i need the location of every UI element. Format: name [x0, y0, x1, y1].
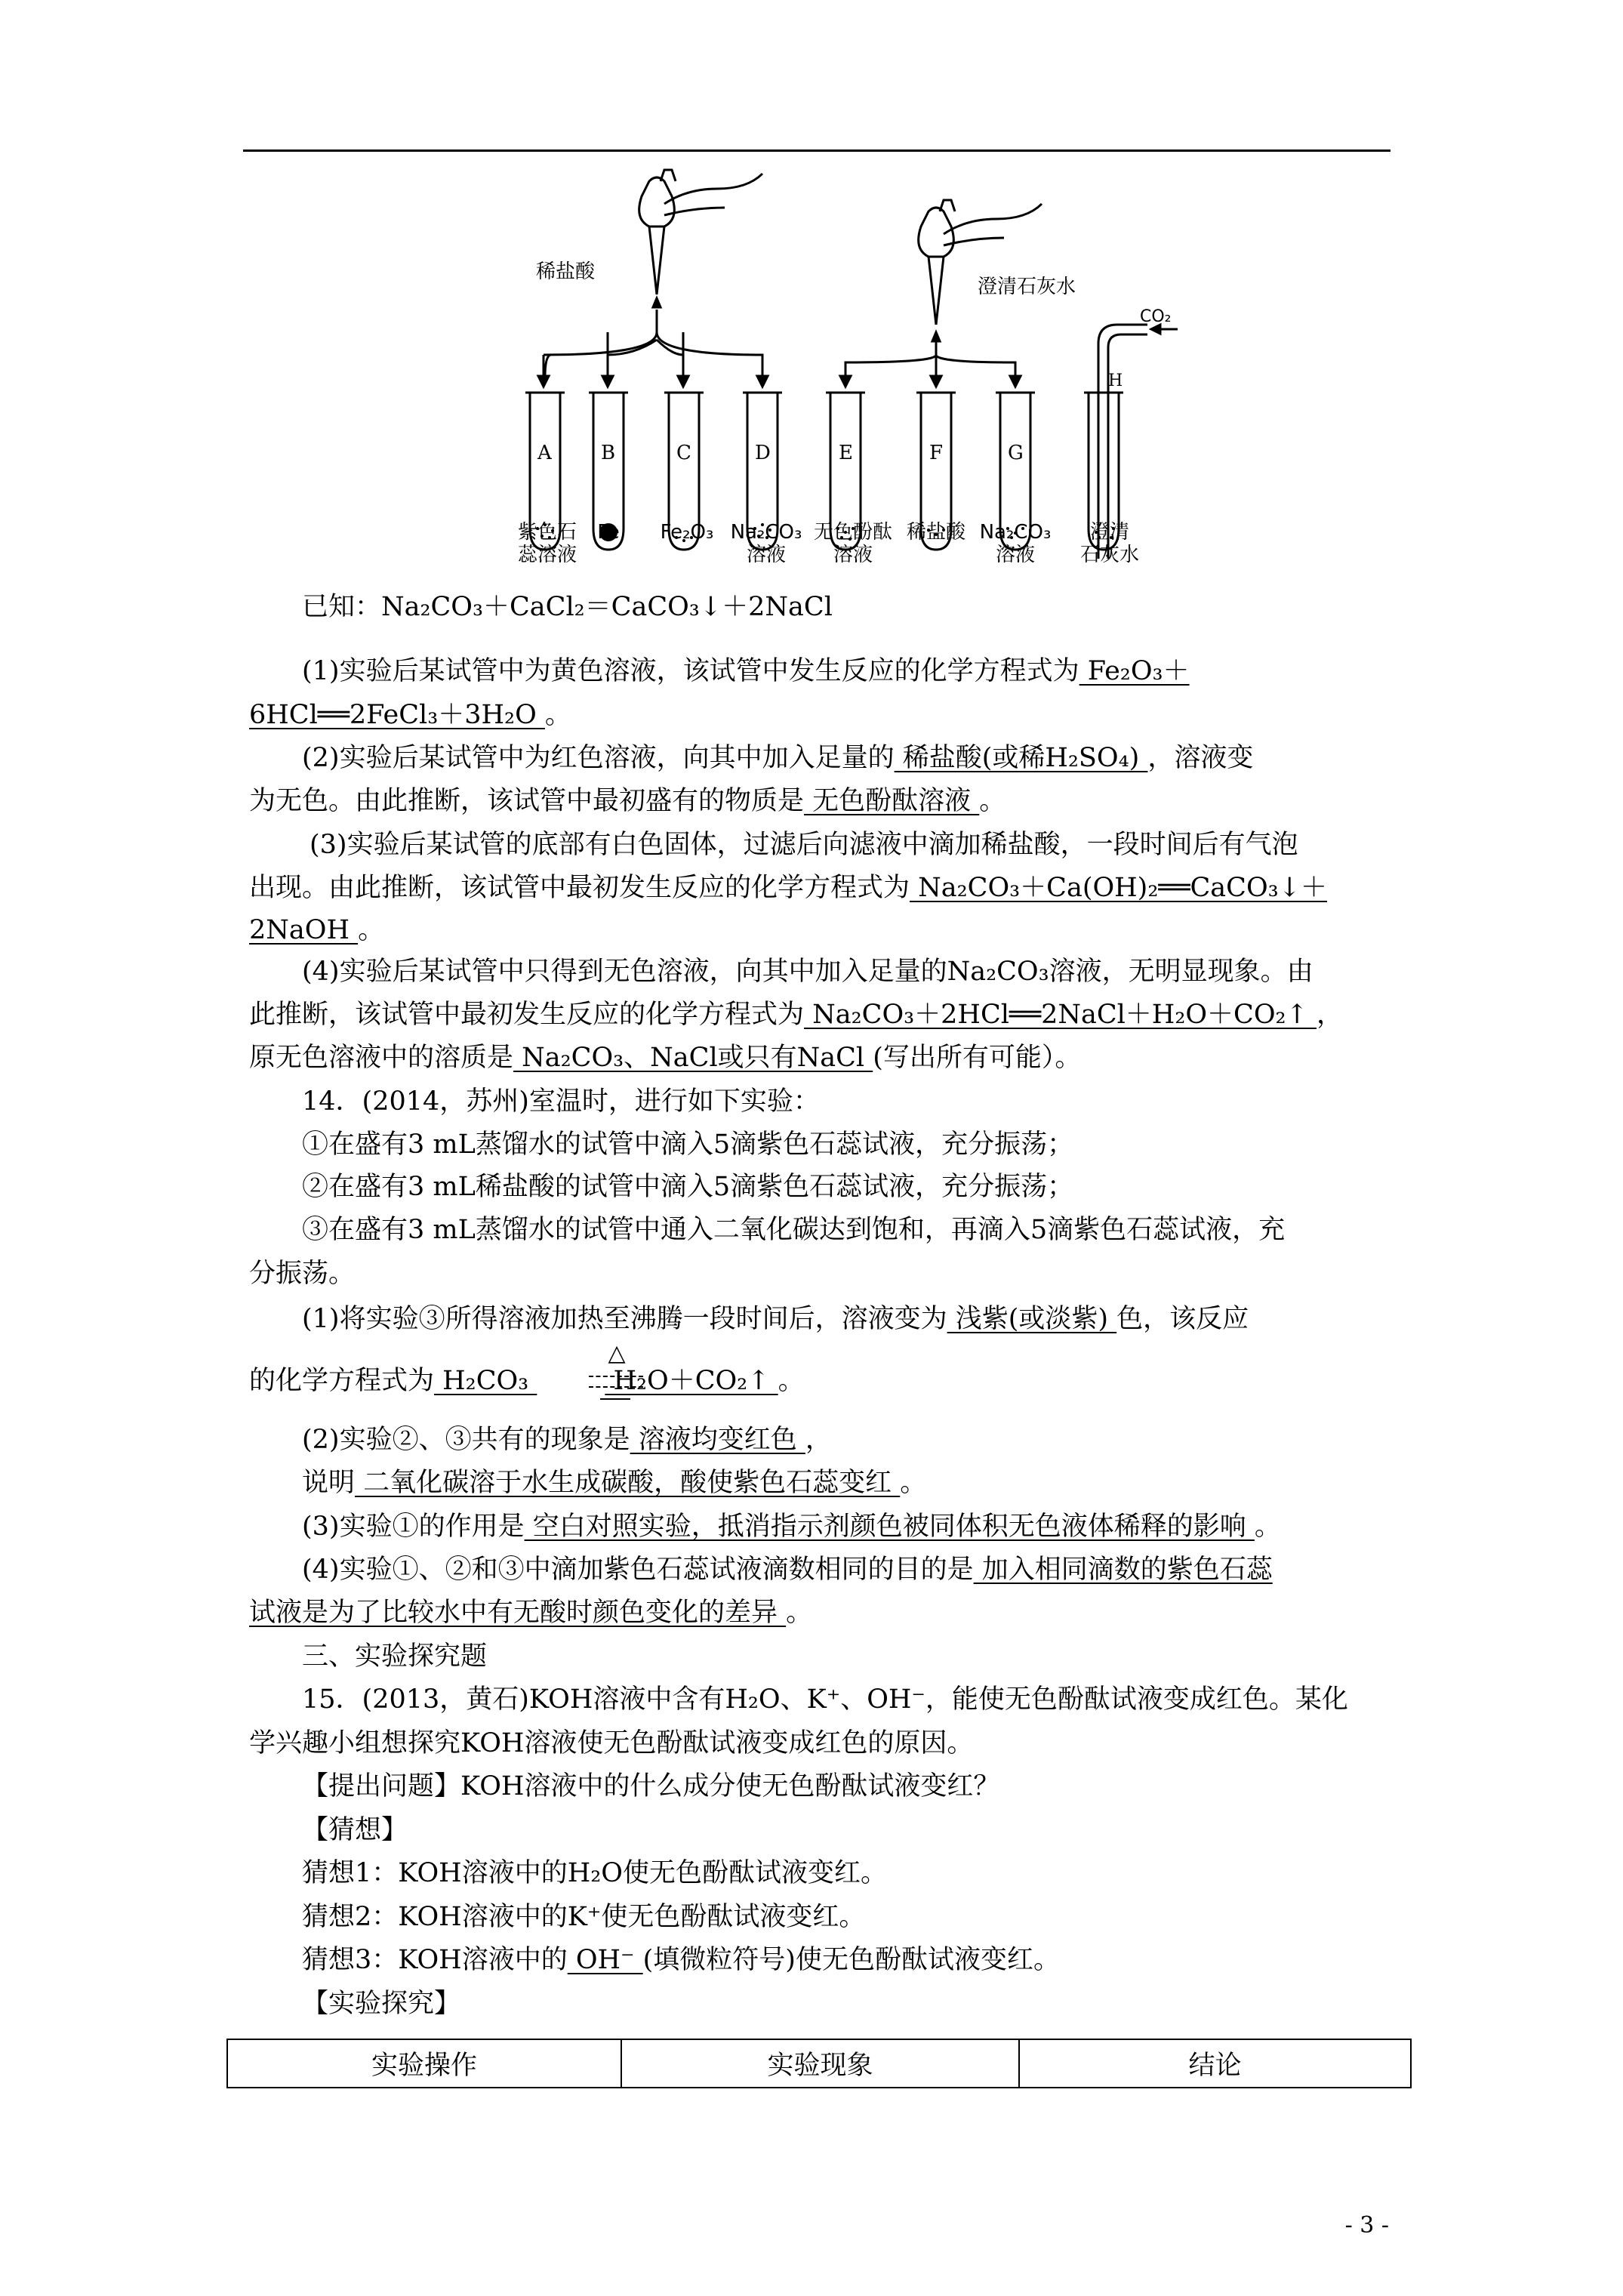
tube-caption-d: Na₂CO₃ 溶液: [730, 521, 802, 566]
p14-q3: (3)实验①的作用是 空白对照实验，抵消指示剂颜色被同体积无色液体稀释的影响 。: [302, 1512, 1281, 1542]
p15-guess3: 猜想3：KOH溶液中的 OH⁻ (填微粒符号)使无色酚酞试液变红。: [302, 1945, 1060, 1975]
p15-guess2: 猜想2：KOH溶液中的K⁺使无色酚酞试液变红。: [302, 1902, 866, 1932]
p15-line2: 学兴趣小组想探究KOH溶液使无色酚酞试液变成红色的原因。: [249, 1728, 974, 1758]
p14-q2-line1: (2)实验②、③共有的现象是 溶液均变红色 ，: [302, 1425, 832, 1455]
q4-line3: 原无色溶液中的溶质是 Na₂CO₃、NaCl或只有NaCl (写出所有可能）。: [249, 1043, 1082, 1073]
q3-line2: 出现。由此推断，该试管中最初发生反应的化学方程式为 Na₂CO₃＋Ca(OH)₂══CaCO₃↓＋: [249, 873, 1327, 903]
table-header-conclusion: 结论: [1019, 2039, 1411, 2088]
p14-title: 14．(2014，苏州)室温时，进行如下实验：: [302, 1086, 820, 1117]
p14-step3b: 分振荡。: [249, 1259, 356, 1289]
p15-question: 【提出问题】KOH溶液中的什么成分使无色酚酞试液变红？: [302, 1771, 1000, 1801]
p14-q1-line2: 的化学方程式为 H₂CO₃ H₂O＋CO₂↑ 。: [249, 1366, 805, 1396]
figure-drawing: [0, 0, 1623, 589]
heat-condition-delta: △: [608, 1340, 626, 1367]
label-limewater: 澄清石灰水: [978, 276, 1076, 298]
equation-double-bar: [589, 1376, 643, 1388]
p14-q1-line1: (1)将实验③所得溶液加热至沸腾一段时间后，溶液变为 浅紫(或淡紫) 色，该反应: [302, 1304, 1249, 1334]
p14-step2: ②在盛有3 mL稀盐酸的试管中滴入5滴紫色石蕊试液，充分振荡；: [302, 1172, 1074, 1202]
tube-caption-a: 紫色石 蕊溶液: [517, 521, 577, 566]
tube-caption-b: Fe: [597, 521, 620, 544]
page-number: - 3 -: [1344, 2212, 1389, 2239]
equation-bar-underline: [600, 1398, 630, 1400]
p15-experiment-heading: 【实验探究】: [302, 1989, 461, 2019]
tube-letter-g: G: [1008, 442, 1024, 464]
experiment-figure: [0, 0, 1623, 589]
label-dilute-hcl: 稀盐酸: [536, 260, 596, 283]
q4-line1: (4)实验后某试管中只得到无色溶液，向其中加入足量的Na₂CO₃溶液，无明显现象。由: [302, 957, 1313, 987]
tube-letter-c: C: [676, 442, 691, 464]
tube-caption-f: 稀盐酸: [906, 521, 965, 544]
known-equation: 已知：Na₂CO₃＋CaCl₂＝CaCO₃↓＋2NaCl: [302, 592, 833, 622]
q2-line2: 为无色。由此推断，该试管中最初盛有的物质是 无色酚酞溶液 。: [249, 786, 1006, 816]
q4-line2: 此推断，该试管中最初发生反应的化学方程式为 Na₂CO₃＋2HCl══2NaCl＋H₂O＋CO₂↑ ，: [249, 1000, 1344, 1030]
p15-guess1: 猜想1：KOH溶液中的H₂O使无色酚酞试液变红。: [302, 1858, 887, 1888]
q1-line2: 6HCl══2FeCl₃＋3H₂O 。: [249, 700, 571, 730]
tube-letter-f: F: [929, 442, 944, 464]
tube-caption-h: 澄清 石灰水: [1079, 521, 1139, 566]
tube-caption-c: Fe₂O₃: [660, 521, 714, 544]
p14-q2-line2: 说明 二氧化碳溶于水生成碳酸，酸使紫色石蕊变红 。: [302, 1468, 927, 1498]
table-header-operation: 实验操作: [227, 2039, 621, 2088]
q2-line1: (2)实验后某试管中为红色溶液，向其中加入足量的 稀盐酸(或稀H₂SO₄) ，溶液变: [302, 743, 1254, 773]
q1-line1: (1)实验后某试管中为黄色溶液，该试管中发生反应的化学方程式为 Fe₂O₃＋: [302, 656, 1190, 686]
tube-letter-e: E: [839, 442, 853, 464]
tube-letter-d: D: [755, 442, 771, 464]
q3-line3: 2NaOH 。: [249, 915, 385, 945]
q3-line1: (3)实验后某试管的底部有白色固体，过滤后向滤液中滴加稀盐酸，一段时间后有气泡: [310, 830, 1298, 860]
table-header-phenomenon: 实验现象: [621, 2039, 1019, 2088]
p14-step3a: ③在盛有3 mL蒸馏水的试管中通入二氧化碳达到饱和，再滴入5滴紫色石蕊试液，充: [302, 1215, 1286, 1245]
section-3-heading: 三、实验探究题: [302, 1641, 488, 1672]
tube-caption-g: Na₂CO₃ 溶液: [979, 521, 1052, 566]
tube-letter-h: H: [1108, 371, 1123, 390]
experiment-table: [226, 2039, 1412, 2088]
label-co2: CO₂: [1140, 307, 1172, 326]
tube-letter-a: A: [537, 442, 552, 464]
p15-guess-heading: 【猜想】: [302, 1815, 408, 1845]
p14-step1: ①在盛有3 mL蒸馏水的试管中滴入5滴紫色石蕊试液，充分振荡；: [302, 1130, 1074, 1160]
p14-q4-line1: (4)实验①、②和③中滴加紫色石蕊试液滴数相同的目的是 加入相同滴数的紫色石蕊: [302, 1555, 1273, 1585]
p15-line1: 15．(2013，黄石)KOH溶液中含有H₂O、K⁺、OH⁻，能使无色酚酞试液变成红色。某化: [302, 1684, 1348, 1715]
tube-letter-b: B: [601, 442, 616, 464]
tube-caption-e: 无色酚酞 溶液: [813, 521, 892, 566]
p14-q4-line2: 试液是为了比较水中有无酸时颜色变化的差异 。: [249, 1598, 813, 1628]
table-header-row: [227, 2039, 1411, 2088]
